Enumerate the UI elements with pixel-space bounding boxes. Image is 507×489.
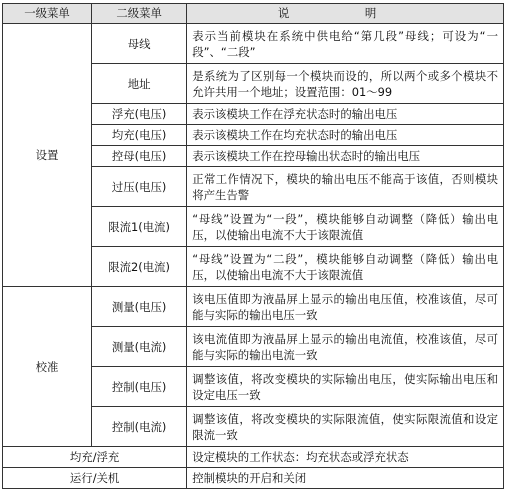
table-row (3, 287, 504, 327)
description-measure-current: 该电流值即为液晶屏上显示的输出电流值，校准该值，尽可能与实际的输出电流一致 (187, 327, 504, 367)
menu-item-control-voltage: 控制(电压) (92, 367, 187, 407)
menu-item-current-limit-2: 限流2(电流) (92, 247, 187, 287)
menu-item-equalize-float: 均充/浮充 (3, 447, 187, 468)
description-equalize-float: 设定模块的工作状态：均充状态或浮充状态 (187, 447, 504, 468)
description-current-limit-1: “母线”设置为“一段”，模块能够自动调整（降低）输出电压，以使输出电流不大于该限流值 (187, 207, 504, 247)
description-control-current: 调整该值，将改变模块的实际限流值，使实际限流值和设定限流一致 (187, 407, 504, 447)
group-settings: 设置 (3, 24, 92, 287)
description-measure-voltage: 该电压值即为液晶屏上显示的输出电压值，校准该值，尽可能与实际的输出电压一致 (187, 287, 504, 327)
group-calibration: 校准 (3, 287, 92, 447)
menu-item-overvoltage: 过压(电压) (92, 167, 187, 207)
description-float-voltage: 表示该模块工作在浮充状态时的输出电压 (187, 104, 504, 125)
header-level1: 一级菜单 (3, 4, 92, 24)
menu-item-measure-voltage: 测量(电压) (92, 287, 187, 327)
menu-item-current-limit-1: 限流1(电流) (92, 207, 187, 247)
menu-table-container (2, 3, 504, 489)
description-overvoltage: 正常工作情况下，模块的输出电压不能高于该值，否则模块将产生告警 (187, 167, 504, 207)
header-level2: 二级菜单 (92, 4, 187, 24)
description-current-limit-2: “母线”设置为“二段”，模块能够自动调整（降低）输出电压，以使输出电流不大于该限流值 (187, 247, 504, 287)
menu-item-measure-current: 测量(电流) (92, 327, 187, 367)
menu-item-run-shutdown: 运行/关机 (3, 468, 187, 489)
table-row (3, 24, 504, 64)
description-control-bus-voltage: 表示该模块工作在控母输出状态时的输出电压 (187, 146, 504, 167)
menu-table (2, 3, 504, 489)
table-row (3, 447, 504, 468)
menu-item-control-current: 控制(电流) (92, 407, 187, 447)
menu-item-equalize-voltage: 均充(电压) (92, 125, 187, 146)
table-row (3, 468, 504, 489)
description-control-voltage: 调整该值，将改变模块的实际输出电压，使实际输出电压和设定电压一致 (187, 367, 504, 407)
menu-item-bus: 母线 (92, 24, 187, 64)
menu-item-address: 地址 (92, 64, 187, 104)
menu-item-control-bus-voltage: 控母(电压) (92, 146, 187, 167)
header-description: 说 明 (187, 4, 504, 24)
description-address: 是系统为了区别每一个模块而设的，所以两个或多个模块不允许共用一个地址；设置范围：01～99 (187, 64, 504, 104)
description-equalize-voltage: 表示该模块工作在均充状态时的输出电压 (187, 125, 504, 146)
menu-item-float-voltage: 浮充(电压) (92, 104, 187, 125)
description-bus: 表示当前模块在系统中供电给“第几段”母线；可设为“一段”、“二段” (187, 24, 504, 64)
description-run-shutdown: 控制模块的开启和关闭 (187, 468, 504, 489)
header-row (3, 4, 504, 24)
